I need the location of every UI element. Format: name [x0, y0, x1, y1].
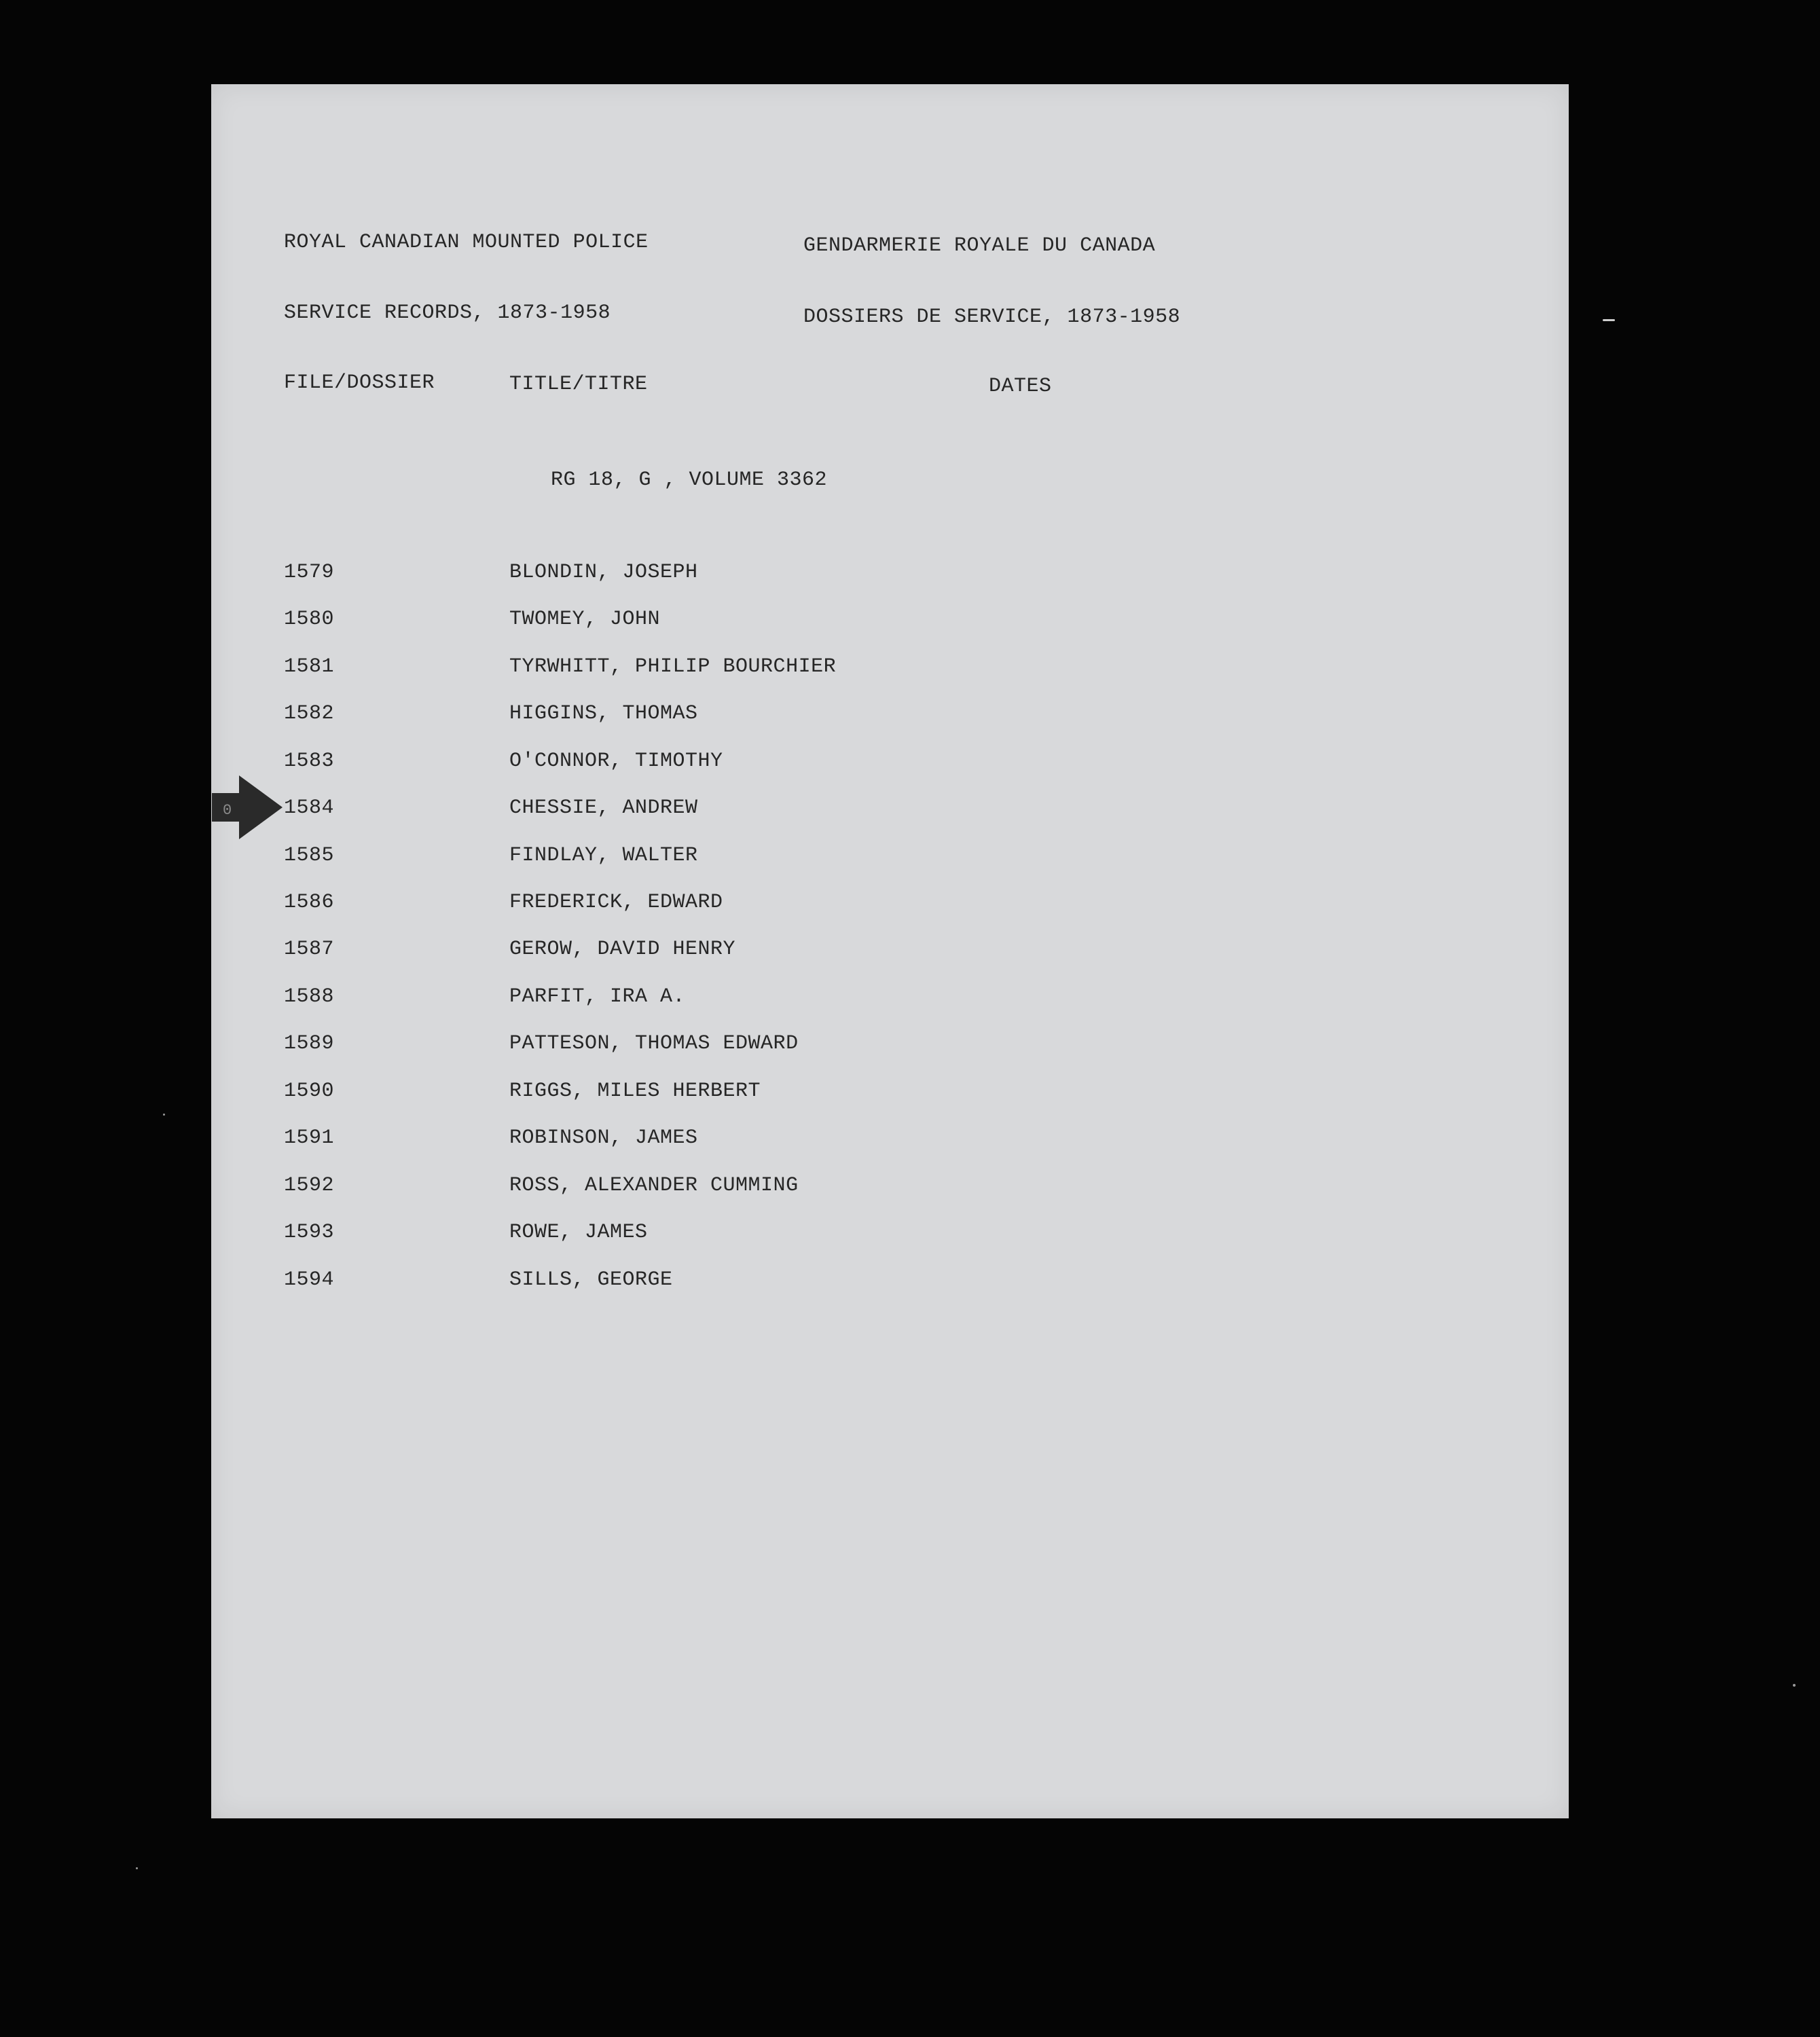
file-number: 1589	[284, 1032, 335, 1055]
scan-artifact	[136, 1867, 138, 1869]
entry-title: SILLS, GEORGE	[509, 1268, 673, 1291]
list-item	[211, 891, 1569, 914]
entry-title: GEROW, DAVID HENRY	[509, 938, 736, 961]
list-item	[211, 985, 1569, 1008]
file-number: 1593	[284, 1221, 335, 1244]
list-item	[211, 561, 1569, 584]
arrow-mark: 0	[223, 802, 232, 819]
entry-title: FREDERICK, EDWARD	[509, 891, 723, 914]
file-number: 1592	[284, 1174, 335, 1197]
list-item	[211, 750, 1569, 773]
entry-title: RIGGS, MILES HERBERT	[509, 1080, 761, 1103]
entry-title: ROBINSON, JAMES	[509, 1126, 698, 1150]
entry-title: O'CONNOR, TIMOTHY	[509, 750, 723, 773]
entry-title: CHESSIE, ANDREW	[509, 796, 698, 820]
scan-artifact	[1603, 319, 1615, 321]
file-number: 1585	[284, 844, 335, 867]
scan-artifact	[1793, 1684, 1796, 1687]
list-item	[211, 1221, 1569, 1244]
scan-artifact	[163, 1114, 165, 1116]
file-number: 1586	[284, 891, 335, 914]
file-number: 1582	[284, 702, 335, 725]
list-item-highlighted	[211, 796, 1569, 820]
entry-title: TYRWHITT, PHILIP BOURCHIER	[509, 655, 837, 678]
records-title-en: SERVICE RECORDS, 1873-1958	[284, 301, 611, 325]
list-item	[211, 938, 1569, 961]
entry-title: PARFIT, IRA A.	[509, 985, 686, 1008]
list-item	[211, 1126, 1569, 1150]
list-item	[211, 844, 1569, 867]
list-item	[211, 655, 1569, 678]
list-item	[211, 702, 1569, 725]
column-header-title: TITLE/TITRE	[509, 373, 648, 396]
entry-title: BLONDIN, JOSEPH	[509, 561, 698, 584]
file-number: 1583	[284, 750, 335, 773]
file-number: 1590	[284, 1080, 335, 1103]
entry-title: HIGGINS, THOMAS	[509, 702, 698, 725]
file-number: 1594	[284, 1268, 335, 1291]
column-header-file: FILE/DOSSIER	[284, 371, 435, 394]
entry-title: TWOMEY, JOHN	[509, 608, 661, 631]
file-number: 1588	[284, 985, 335, 1008]
list-item	[211, 1080, 1569, 1103]
org-name-fr: GENDARMERIE ROYALE DU CANADA	[803, 234, 1156, 257]
file-number: 1580	[284, 608, 335, 631]
document-page	[211, 84, 1569, 1818]
volume-reference: RG 18, G , VOLUME 3362	[551, 469, 828, 492]
file-number: 1591	[284, 1126, 335, 1150]
org-name-en: ROYAL CANADIAN MOUNTED POLICE	[284, 231, 649, 254]
column-header-dates: DATES	[989, 375, 1052, 398]
entry-title: ROWE, JAMES	[509, 1221, 648, 1244]
list-item	[211, 1268, 1569, 1291]
arrow-right-icon	[212, 775, 283, 839]
entry-title: ROSS, ALEXANDER CUMMING	[509, 1174, 799, 1197]
file-number: 1579	[284, 561, 335, 584]
list-item	[211, 1032, 1569, 1055]
records-title-fr: DOSSIERS DE SERVICE, 1873-1958	[803, 306, 1181, 329]
entry-title: FINDLAY, WALTER	[509, 844, 698, 867]
list-item	[211, 1174, 1569, 1197]
list-item	[211, 608, 1569, 631]
entry-title: PATTESON, THOMAS EDWARD	[509, 1032, 799, 1055]
file-number: 1584	[284, 796, 335, 820]
file-number: 1587	[284, 938, 335, 961]
file-number: 1581	[284, 655, 335, 678]
